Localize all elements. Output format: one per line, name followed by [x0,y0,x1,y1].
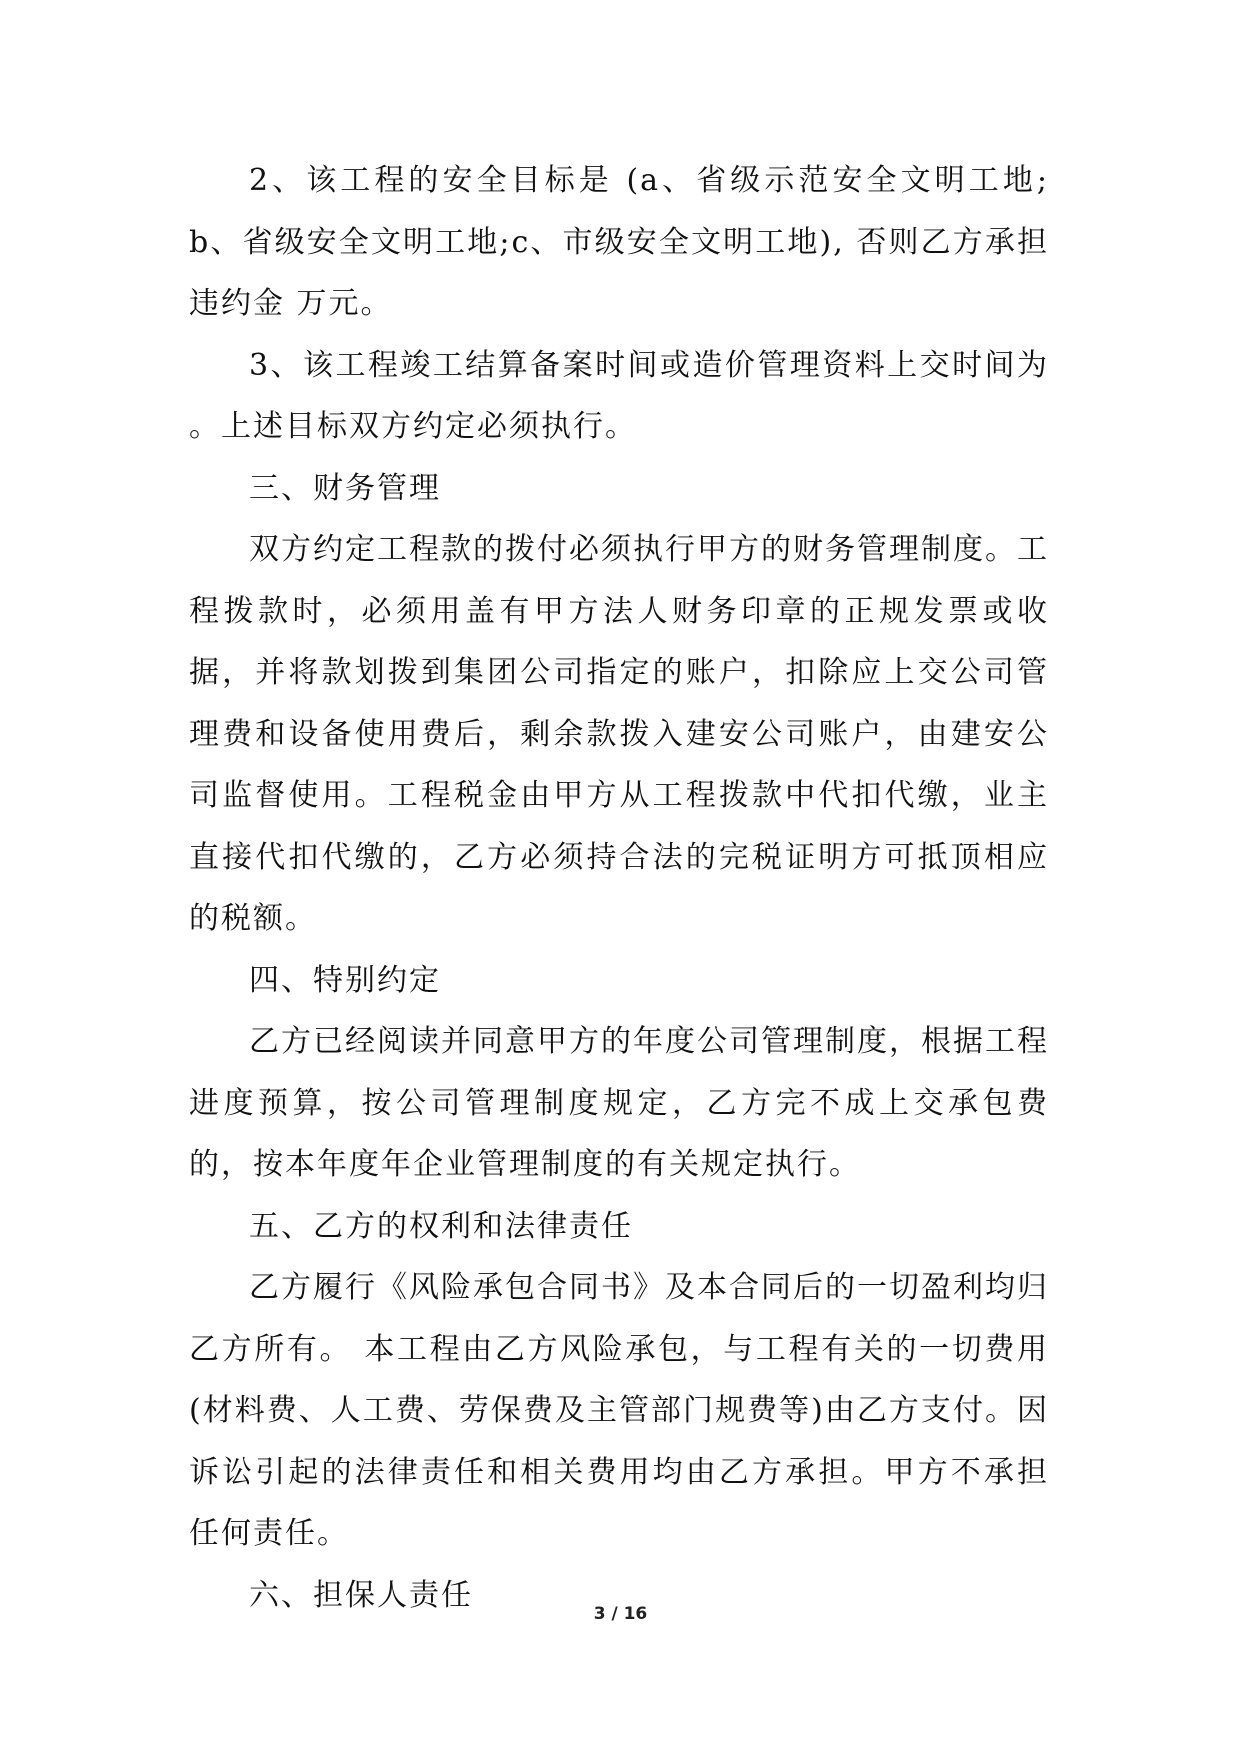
section-heading-special: 四、特别约定 [249,962,441,998]
rights-paragraph: 乙方履行《风险承包合同书》及本合同后的一切盈利均归乙方所有。 本工程由乙方风险承包，与工程有关的一切费用(材料费、人工费、劳保费及主管部门规费等)由乙方支付。因诉讼引起的法律责任和相关费用均由乙方承担。甲方不承担任何责任。 [189,1270,1049,1551]
section-heading-finance: 三、财务管理 [249,470,441,506]
special-agreement-paragraph: 乙方已经阅读并同意甲方的年度公司管理制度，根据工程进度预算，按公司管理制度规定，乙方完不成上交承包费的，按本年度年企业管理制度的有关规定执行。 [189,1024,1049,1182]
section-heading-rights: 五、乙方的权利和法律责任 [249,1208,633,1244]
clause-2-safety-target: 2、该工程的安全目标是 (a、省级示范安全文明工地;b、省级安全文明工地;c、市级安全文明工地), 否则乙方承担违约金 万元。 [189,163,1049,321]
document-body [189,150,1049,1626]
page-number: 3 / 16 [593,1604,648,1624]
section-heading-guarantor: 六、担保人责任 [249,1577,473,1613]
finance-paragraph: 双方约定工程款的拨付必须执行甲方的财务管理制度。工程拨款时，必须用盖有甲方法人财务印章的正规发票或收据，并将款划拨到集团公司指定的账户，扣除应上交公司管理费和设备使用费后，剩余款拨入建安公司账户，由建安公司监督使用。工程税金由甲方从工程拨款中代扣代缴，业主直接代扣代缴的，乙方必须持合法的完税证明方可抵顶相应的税额。 [189,532,1049,936]
clause-3-settlement-time: 3、该工程竣工结算备案时间或造价管理资料上交时间为 。上述目标双方约定必须执行。 [189,347,1049,444]
